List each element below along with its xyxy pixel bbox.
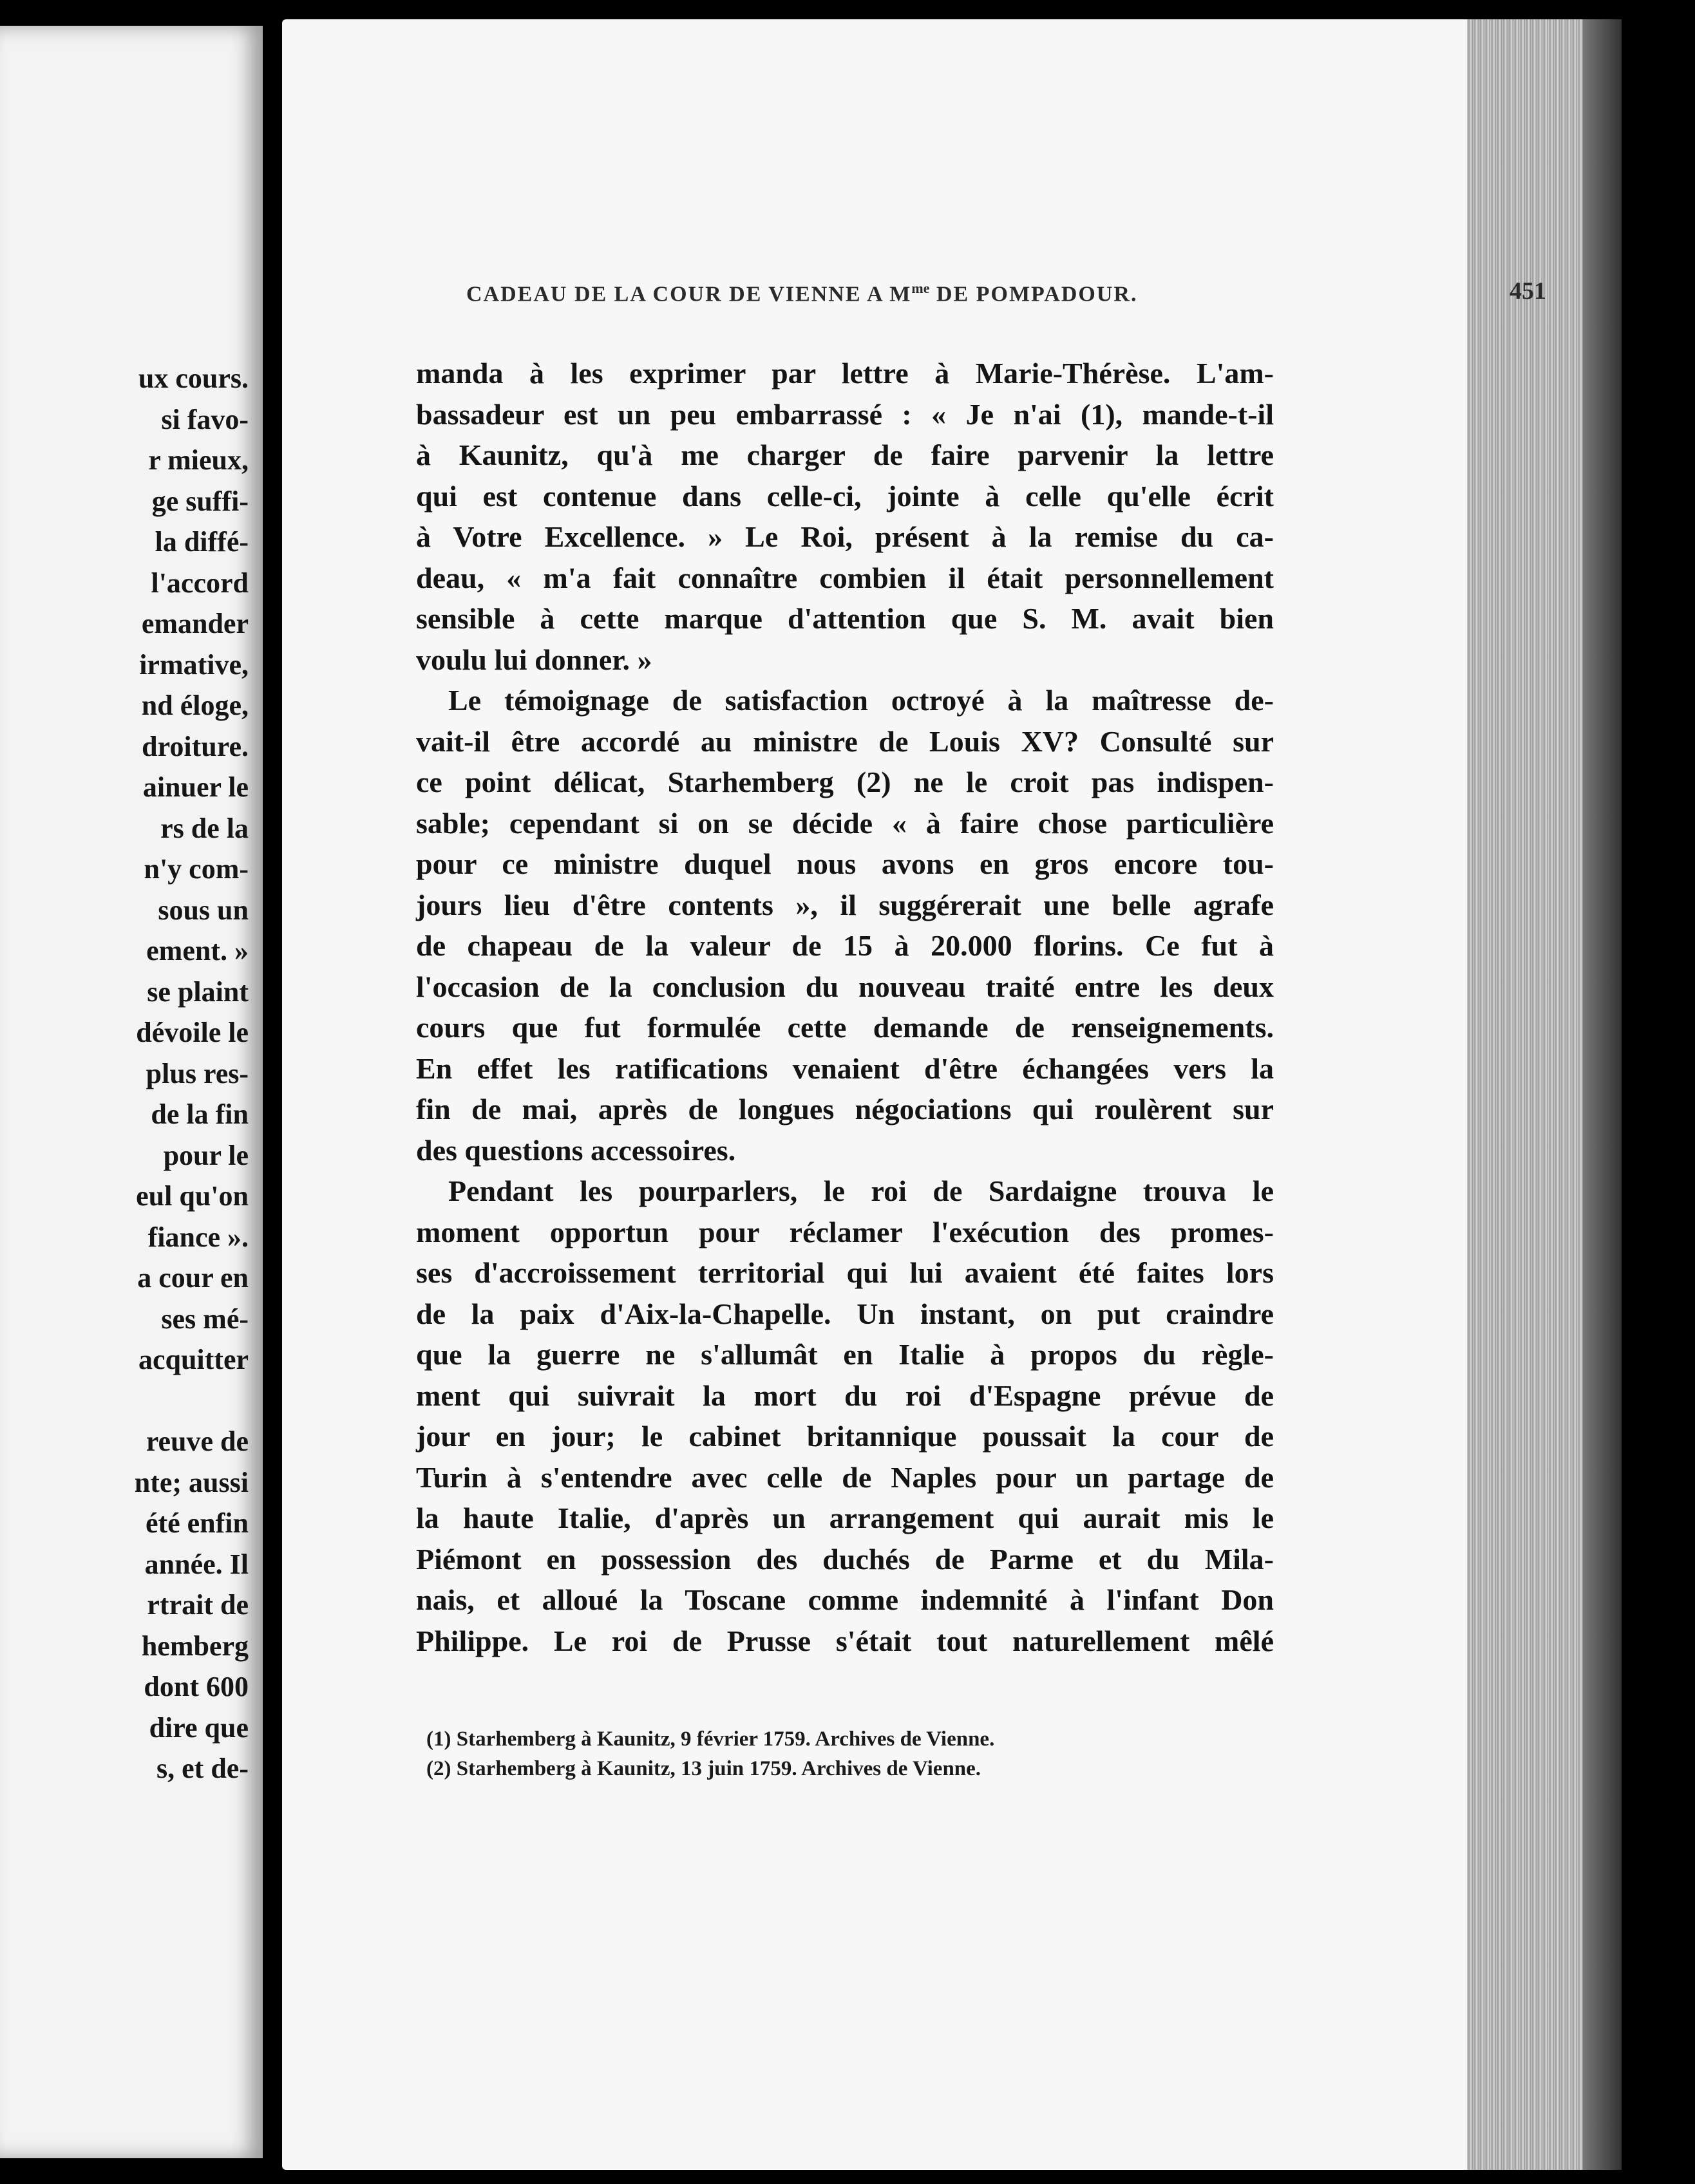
- text-line: à Votre Excellence. » Le Roi, présent à la remise du ca-: [416, 520, 1274, 553]
- left-line: rs de la: [160, 812, 249, 844]
- text-line: pour ce ministre duquel nous avons en gros encore tou-: [416, 847, 1274, 880]
- text-line: Philippe. Le roi de Prusse s'était tout naturellement mêlé: [416, 1624, 1274, 1657]
- body-text: [416, 353, 1274, 1661]
- left-line: ux cours.: [138, 362, 249, 394]
- text-line: deau, « m'a fait connaître combien il était personnellement: [416, 561, 1274, 594]
- left-line: ses mé-: [161, 1303, 249, 1335]
- left-line: eul qu'on: [136, 1180, 249, 1212]
- footnotes: [426, 1724, 1251, 1784]
- text-line: Pendant les pourparlers, le roi de Sardaigne trouva le: [448, 1174, 1274, 1207]
- text-line: manda à les exprimer par lettre à Marie-Thérèse. L'am-: [416, 357, 1274, 390]
- left-line: ge suffi-: [151, 485, 249, 517]
- page-number: 451: [1510, 278, 1546, 305]
- left-line: la diffé-: [155, 526, 249, 558]
- footnote: (1) Starhemberg à Kaunitz, 9 février 1759. Archives de Vienne.: [426, 1727, 995, 1751]
- left-line: nd éloge,: [141, 690, 249, 721]
- text-line: ses d'accroissement territorial qui lui avaient été faites lors: [416, 1256, 1274, 1289]
- text-line: à Kaunitz, qu'à me charger de faire parvenir la lettre: [416, 438, 1274, 471]
- text-line: sable; cependant si on se décide « à faire chose particulière: [416, 806, 1274, 840]
- running-head: [466, 280, 1561, 306]
- left-line: si favo-: [161, 403, 249, 435]
- text-line: voulu lui donner. »: [416, 643, 652, 676]
- left-line: reuve de: [146, 1426, 249, 1457]
- left-line: année. Il: [144, 1548, 249, 1580]
- footnote: (2) Starhemberg à Kaunitz, 13 juin 1759. Archives de Vienne.: [426, 1757, 981, 1780]
- text-line: Turin à s'entendre avec celle de Naples pour un partage de: [416, 1460, 1274, 1494]
- text-line: jours lieu d'être contents », il suggérerait une belle agrafe: [416, 888, 1274, 921]
- left-page-text: [0, 358, 249, 1789]
- left-line: acquitter: [138, 1344, 249, 1375]
- text-line: bassadeur est un peu embarrassé : « Je n'ai (1), mande-t-il: [416, 397, 1274, 431]
- text-line: l'occasion de la conclusion du nouveau traité entre les deux: [416, 970, 1274, 1003]
- left-line: pour le: [163, 1139, 249, 1171]
- text-line: cours que fut formulée cette demande de renseignements.: [416, 1011, 1274, 1044]
- left-line: de la fin: [151, 1098, 249, 1130]
- left-line: dire que: [149, 1711, 249, 1744]
- left-line: n'y com-: [144, 853, 249, 885]
- left-line: nte; aussi: [134, 1466, 249, 1498]
- left-blank-line: [0, 1380, 249, 1422]
- left-line: emander: [141, 608, 249, 639]
- right-page: [282, 19, 1622, 2170]
- left-line: droiture.: [142, 730, 249, 762]
- text-line: ment qui suivrait la mort du roi d'Espagne prévue de: [416, 1379, 1274, 1412]
- text-line: moment opportun pour réclamer l'exécution des promes-: [416, 1215, 1274, 1248]
- text-line: jour en jour; le cabinet britannique poussait la cour de: [416, 1420, 1274, 1453]
- text-line: qui est contenue dans celle-ci, jointe à celle qu'elle écrit: [416, 479, 1274, 513]
- left-line: sous un: [158, 894, 249, 926]
- left-line: fiance ».: [147, 1221, 249, 1253]
- left-line: a cour en: [137, 1262, 249, 1294]
- left-line: dont 600: [144, 1671, 249, 1702]
- text-line: des questions accessoires.: [416, 1133, 736, 1167]
- left-line: s, et de-: [156, 1753, 249, 1784]
- text-line: fin de mai, après de longues négociations qui roulèrent sur: [416, 1093, 1274, 1125]
- left-line: hemberg: [141, 1630, 249, 1662]
- text-line: vait-il être accordé au ministre de Louis XV? Consulté sur: [416, 724, 1274, 758]
- running-head-superscript: me: [911, 280, 930, 296]
- text-line: ce point délicat, Starhemberg (2) ne le croit pas indispen-: [416, 766, 1274, 798]
- left-line: plus res-: [146, 1057, 249, 1089]
- text-line: de la paix d'Aix-la-Chapelle. Un instant, on put craindre: [416, 1297, 1274, 1330]
- text-line: sensible à cette marque d'attention que S. M. avait bien: [416, 602, 1274, 635]
- left-line: rtrait de: [147, 1589, 249, 1621]
- left-line: dévoile le: [136, 1017, 249, 1048]
- text-line: la haute Italie, d'après un arrangement qui aurait mis le: [416, 1502, 1274, 1534]
- text-line: Piémont en possession des duchés de Parme et du Mila-: [416, 1542, 1274, 1576]
- book-gutter: [263, 0, 282, 2184]
- text-line: que la guerre ne s'allumât en Italie à propos du règle-: [416, 1338, 1274, 1371]
- text-line: En effet les ratifications venaient d'être échangées vers la: [416, 1051, 1274, 1085]
- text-line: de chapeau de la valeur de 15 à 20.000 florins. Ce fut à: [416, 929, 1274, 962]
- left-page: [0, 26, 263, 2158]
- left-line: ement. »: [146, 935, 249, 966]
- running-head-text-end: DE POMPADOUR.: [929, 282, 1138, 306]
- running-head-text: CADEAU DE LA COUR DE VIENNE A M: [466, 282, 912, 306]
- left-line: irmative,: [139, 648, 249, 681]
- left-line: l'accord: [151, 567, 249, 599]
- book-edge-shadow: [1583, 19, 1622, 2170]
- text-line: Le témoignage de satisfaction octroyé à la maîtresse de-: [448, 684, 1274, 717]
- left-line: r mieux,: [148, 444, 249, 476]
- left-line: été enfin: [145, 1507, 249, 1539]
- left-line: se plaint: [147, 975, 249, 1008]
- left-line: ainuer le: [142, 771, 249, 803]
- text-line: nais, et alloué la Toscane comme indemnité à l'infant Don: [416, 1583, 1274, 1616]
